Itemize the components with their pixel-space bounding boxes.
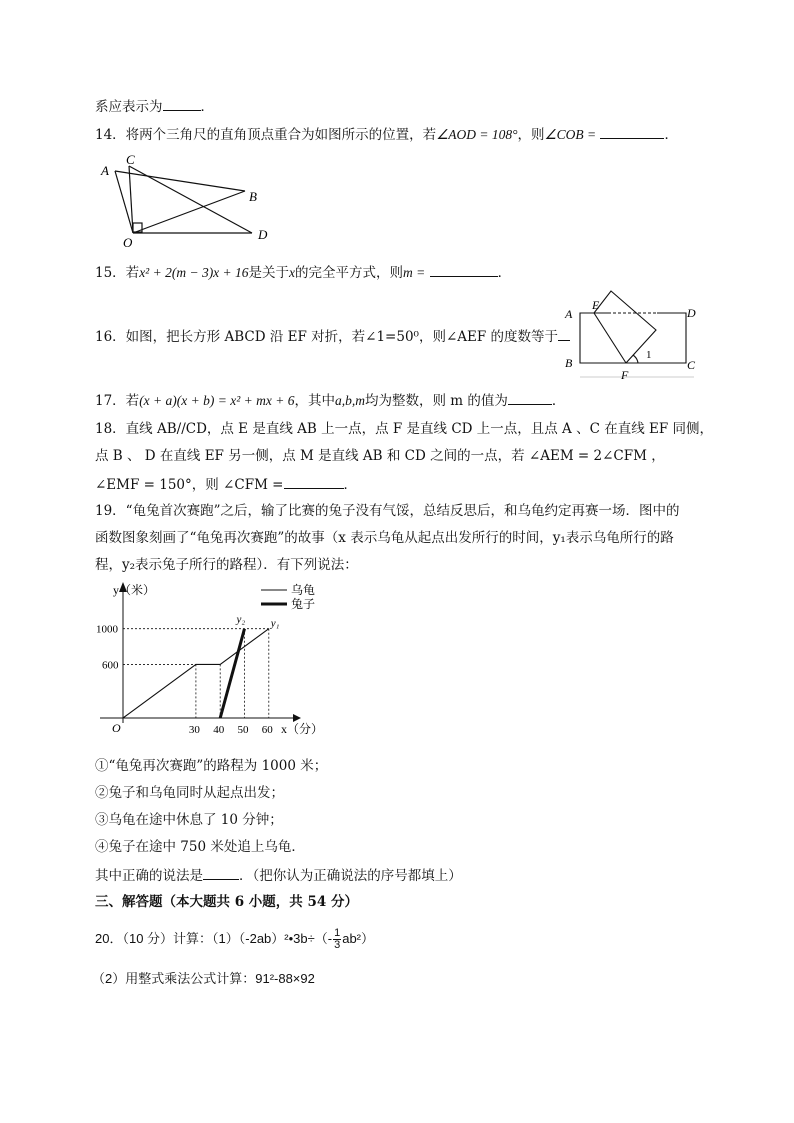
question-19-line-3: 程，y₂表示兔子所行的路程）．有下列说法： [95,557,358,573]
answer-blank [430,262,498,277]
question-18-line-3: ∠EMF = 150°，则 ∠CFM = ． [95,474,357,494]
question-18-line-2: 点 B 、 D 在直线 EF 另一侧，点 M 是直线 AB 和 CD 之间的一点，若 ∠AEM = 2∠CFM ， [95,448,665,464]
label-E: E [592,298,600,312]
answer-blank [163,96,201,111]
question-17: 17．若(x + a)(x + b) = x² + mx + 6，其中a,b,m均为整数，则 m 的值为 ． [95,390,565,410]
question-18-line-1: 18．直线 AB//CD，点 E 是直线 AB 上一点，点 F 是直线 CD 上一点，且点 A 、C 在直线 EF 同侧， [95,421,714,437]
question-19-line-1: 19．“龟兔首次赛跑”之后，输了比赛的兔子没有气馁，总结反思后，和乌龟约定再赛一场．图中的 [95,503,680,519]
statement-2: ②兔子和乌龟同时从起点出发； [95,785,284,801]
legend-label-1: 乌龟 [291,583,316,597]
q13-tail: 系应表示为 ． [95,96,214,116]
y-tick-label: 600 [102,659,119,672]
series-label-y1: y₁ [270,617,280,630]
x-tick-label: 30 [188,724,200,736]
x-axis-arrow [293,714,301,722]
label-B: B [249,189,257,204]
statement-4: ④兔子在途中 750 米处追上乌龟． [95,839,305,855]
statement-3: ③乌龟在途中休息了 10 分钟； [95,812,283,828]
question-19-line-2: 函数图象刻画了“龟兔再次赛跑”的故事（x 表示乌龟从起点出发所行的时间，y₁表示乌龟所行的路 [95,530,674,546]
x-tick-label: 60 [261,724,273,736]
label-C: C [687,358,696,372]
question-20-part-1: 20．（10 分）计算：（1）（-2ab）²•3b÷（- $\frac{1}{3}$ ab²） [95,927,375,951]
legend-label-2: 兔子 [291,597,316,611]
x-tick-label: 40 [213,724,225,736]
answer-blank [203,865,239,880]
label-D: D [687,306,696,320]
question-19-conclusion: 其中正确的说法是 ．（把你认为正确说法的序号都填上） [95,865,462,885]
answer-blank [508,390,552,405]
fraction: $\frac{1}{3}$ [334,927,341,951]
x-axis-label: x（分） [281,722,324,736]
question-20-part-2: （2）用整式乘法公式计算：91²-88×92 [92,971,315,986]
origin-label: O [112,721,121,735]
angle-1-label: 1 [646,349,652,361]
label-D: D [258,227,268,242]
question-16: 16．如图，把长方形 ABCD 沿 EF 对折，若∠1=50⁰，则∠AEF 的度数等于 [95,326,570,346]
x-tick-label: 50 [237,724,249,736]
answer-blank [284,474,344,489]
label-O: O [123,235,133,250]
q14-triangles-figure [95,150,285,250]
label-A: A [565,307,573,321]
y-tick-label: 1000 [96,623,118,636]
statement-1: ①“龟兔再次赛跑”的路程为 1000 米； [95,758,328,774]
question-14: 14．将两个三角尺的直角顶点重合为如图所示的位置，若∠AOD = 108°，则∠COB = ． [95,124,678,144]
section-heading: 三、解答题（本大题共 6 小题，共 54 分） [95,894,358,910]
series-label-y2: y₂ [236,613,246,626]
question-15: 15．若x² + 2(m − 3)x + 16是关于x的完全平方式，则m = ． [95,262,511,282]
y-axis-label: y（米） [113,583,156,597]
label-C: C [126,152,135,167]
answer-blank [600,124,664,139]
label-B: B [565,356,573,370]
label-A: A [101,163,109,178]
label-F: F [621,368,629,382]
series-line-2 [220,629,244,718]
race-line-chart [95,578,345,748]
q16-folded-rectangle-figure [560,288,710,383]
